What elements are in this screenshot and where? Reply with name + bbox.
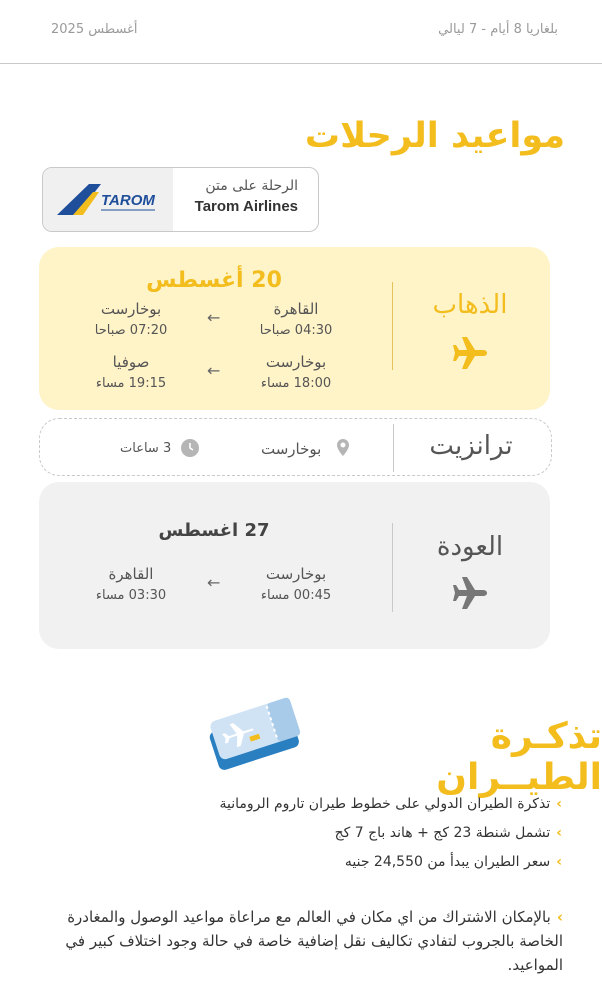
transit-city: بوخارست bbox=[261, 440, 322, 458]
ticket-bullet bbox=[335, 825, 562, 841]
outbound-card bbox=[39, 247, 550, 410]
ret-arrow: ← bbox=[207, 573, 221, 592]
ticket-note bbox=[38, 905, 563, 977]
ret-from-time: 00:45 مساء bbox=[260, 588, 332, 603]
header-divider bbox=[0, 63, 602, 64]
leg2-to-city: صوفيا bbox=[112, 353, 150, 371]
return-card bbox=[39, 482, 550, 649]
leg1-arrow: ← bbox=[207, 308, 221, 327]
airline-label: الرحلة على متن bbox=[205, 178, 298, 194]
flights-section-title: مواعيد الرحلات bbox=[304, 116, 565, 156]
ret-from-city: بوخارست bbox=[265, 565, 327, 583]
transit-card bbox=[39, 418, 552, 476]
return-date: 27 اغسطس bbox=[158, 520, 270, 541]
ticket-bullet bbox=[220, 796, 562, 812]
leg2-to-time: 19:15 مساء bbox=[95, 376, 167, 391]
note-text: بالإمكان الاشتراك من اي مكان في العالم مع مراعاة مواعيد الوصول والمغادرة الخاصة بالجروب لتفادي تكاليف نقل إضافية خاصة في حالة وجود اختلاف كبير في المواعيد. bbox=[65, 908, 563, 974]
leg1-from-city: القاهرة bbox=[273, 300, 319, 318]
leg1-to-city: بوخارست bbox=[100, 300, 162, 318]
return-divider bbox=[392, 523, 393, 612]
leg2-arrow: ← bbox=[207, 361, 221, 380]
ret-to-time: 03:30 مساء bbox=[95, 588, 167, 603]
svg-text:TAROM: TAROM bbox=[101, 192, 155, 209]
header-date: أغسطس 2025 bbox=[51, 22, 138, 37]
ticket-section-title: تذكـرة الطيــران bbox=[436, 716, 602, 798]
chevron-icon: › bbox=[556, 908, 563, 926]
clock-icon bbox=[181, 439, 199, 461]
leg2-from-time: 18:00 مساء bbox=[260, 376, 332, 391]
leg1-from-time: 04:30 صباحا bbox=[259, 323, 333, 338]
chevron-icon: › bbox=[556, 825, 562, 841]
bullet-text: تشمل شنطة 23 كج + هاند باج 7 كج bbox=[334, 825, 551, 841]
airline-name: Tarom Airlines bbox=[194, 198, 298, 215]
ret-to-city: القاهرة bbox=[108, 565, 154, 583]
transit-label: ترانزيت bbox=[429, 431, 513, 461]
plane-icon bbox=[452, 575, 490, 615]
bullet-text: سعر الطيران يبدأ من 24,550 جنيه bbox=[344, 854, 551, 870]
outbound-date: 20 أغسطس bbox=[146, 268, 282, 293]
airline-card bbox=[42, 167, 319, 232]
outbound-label: الذهاب bbox=[432, 290, 508, 320]
ticket-bullet bbox=[345, 854, 562, 870]
chevron-icon: › bbox=[556, 796, 562, 812]
return-label: العودة bbox=[436, 532, 504, 562]
transit-divider bbox=[393, 424, 394, 472]
leg2-from-city: بوخارست bbox=[265, 353, 327, 371]
transit-duration: 3 ساعات bbox=[120, 441, 172, 456]
chevron-icon: › bbox=[556, 854, 562, 870]
location-pin-icon bbox=[337, 439, 349, 460]
leg1-to-time: 07:20 صباحا bbox=[94, 323, 168, 338]
outbound-divider bbox=[392, 282, 393, 370]
plane-icon bbox=[452, 335, 490, 375]
header-trip-info: بلغاريا 8 أيام - 7 ليالي bbox=[438, 22, 558, 37]
ticket-illustration-icon bbox=[205, 695, 305, 777]
tarom-logo bbox=[43, 168, 173, 231]
bullet-text: تذكرة الطيران الدولي على خطوط طيران تاروم الرومانية bbox=[219, 796, 551, 812]
